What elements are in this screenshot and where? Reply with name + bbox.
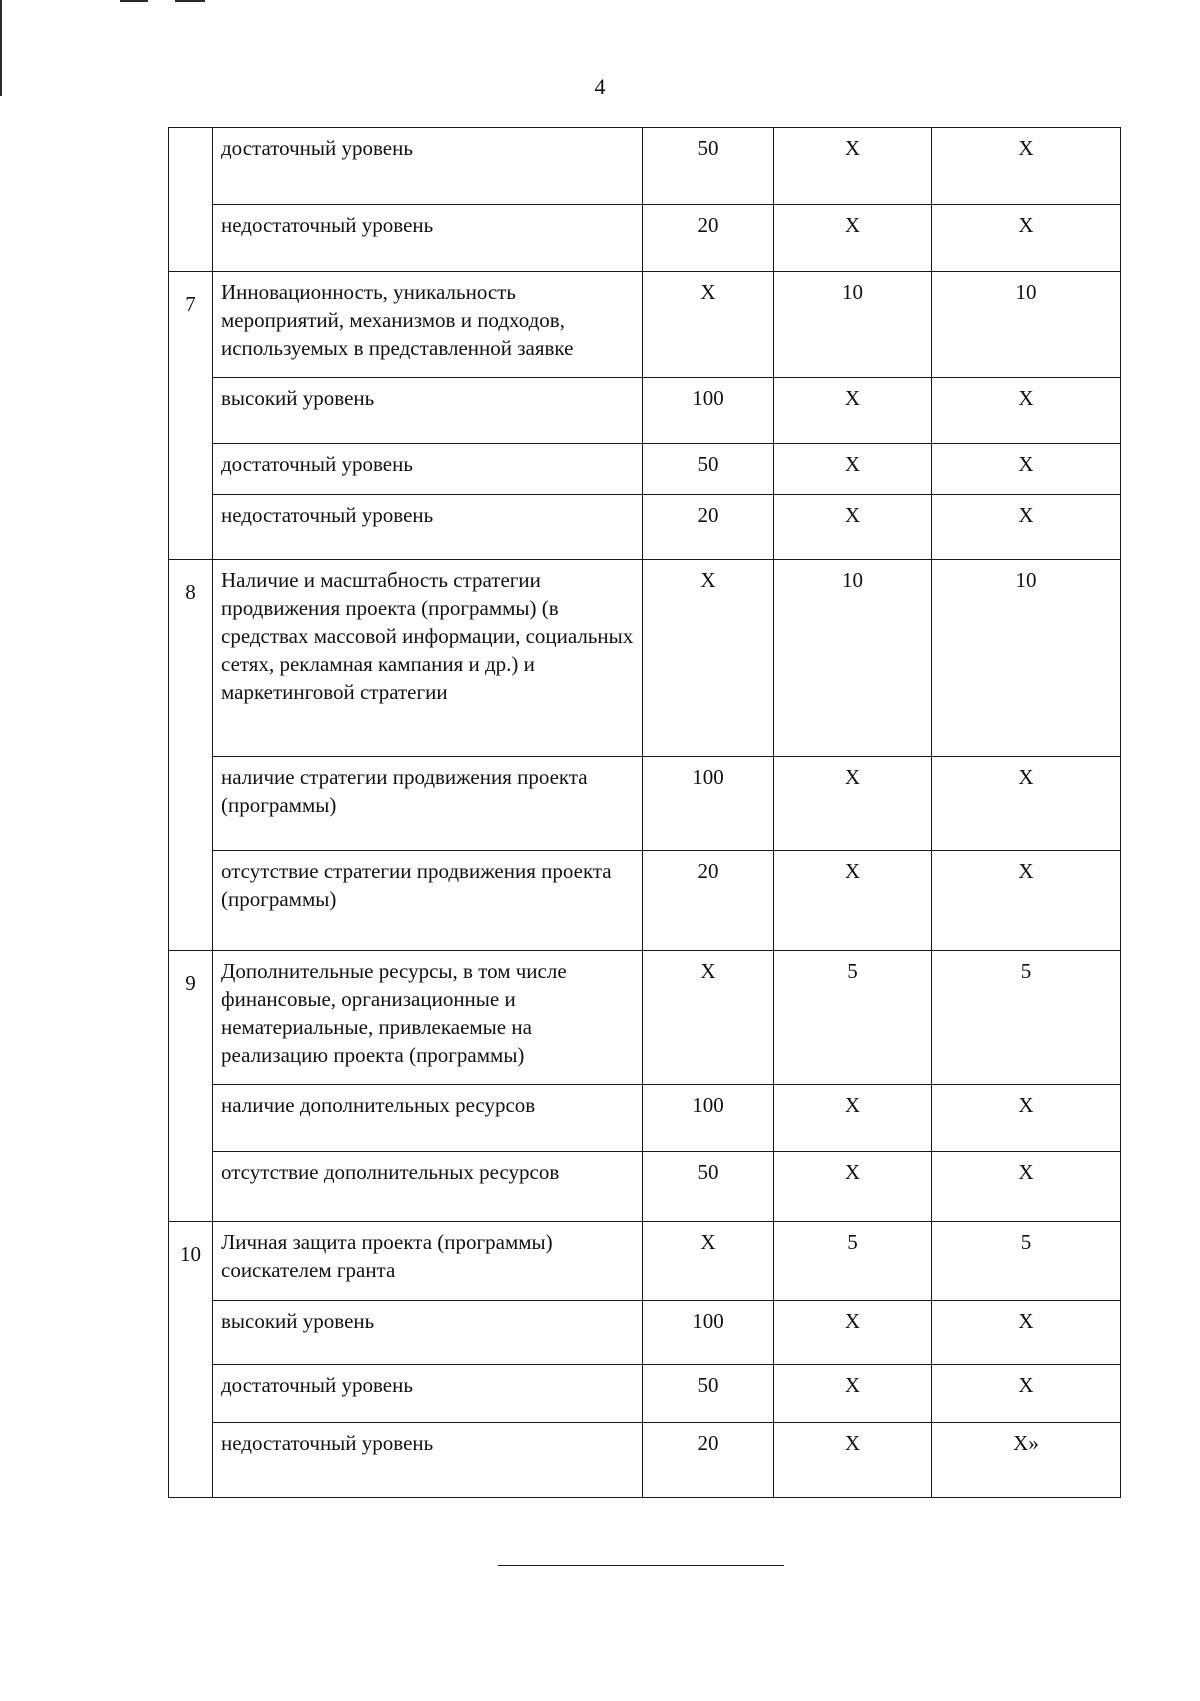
table-row	[169, 951, 1121, 1085]
criterion-text: отсутствие стратегии продвижения проекта (программы)	[213, 851, 643, 951]
score-value: Х	[643, 1222, 774, 1301]
max-value: 10	[932, 560, 1121, 757]
page-number: 4	[594, 74, 606, 99]
weight-value: Х	[774, 1365, 932, 1423]
score-value: 20	[643, 1423, 774, 1498]
criterion-number: 9	[169, 951, 213, 1222]
table-row	[169, 1222, 1121, 1301]
end-of-document-rule	[498, 1565, 784, 1566]
table-row	[169, 128, 1121, 205]
criterion-text: недостаточный уровень	[213, 205, 643, 272]
score-value: 50	[643, 128, 774, 205]
score-value: 50	[643, 1152, 774, 1222]
weight-value: Х	[774, 444, 932, 495]
weight-value: Х	[774, 851, 932, 951]
weight-value: Х	[774, 495, 932, 560]
weight-value: Х	[774, 757, 932, 851]
score-value: 20	[643, 205, 774, 272]
max-value: Х	[932, 1365, 1121, 1423]
table-row	[169, 560, 1121, 757]
score-value: 100	[643, 757, 774, 851]
weight-value: Х	[774, 1085, 932, 1152]
weight-value: Х	[774, 1152, 932, 1222]
max-value: Х	[932, 128, 1121, 205]
score-value: Х	[643, 272, 774, 378]
score-value: 20	[643, 851, 774, 951]
max-value: 10	[932, 272, 1121, 378]
criteria-table	[168, 127, 1121, 1498]
criterion-text: Личная защита проекта (программы) соискателем гранта	[213, 1222, 643, 1301]
table-row	[169, 444, 1121, 495]
criterion-text: Инновационность, уникальность мероприятий, механизмов и подходов, используемых в представленной заявке	[213, 272, 643, 378]
table-row	[169, 1085, 1121, 1152]
score-value: 50	[643, 444, 774, 495]
max-value: 5	[932, 951, 1121, 1085]
score-value: Х	[643, 560, 774, 757]
score-value: 20	[643, 495, 774, 560]
table-row	[169, 272, 1121, 378]
table-row	[169, 1301, 1121, 1365]
weight-value: 10	[774, 560, 932, 757]
criterion-text: Наличие и масштабность стратегии продвижения проекта (программы) (в средствах массовой информации, социальных сетях, рекламная кампания и др.) и маркетинговой стратегии	[213, 560, 643, 757]
weight-value: Х	[774, 378, 932, 444]
score-value: 100	[643, 1085, 774, 1152]
table-row	[169, 1365, 1121, 1423]
score-value: 100	[643, 1301, 774, 1365]
criterion-text: отсутствие дополнительных ресурсов	[213, 1152, 643, 1222]
scan-mark-top-dash-1	[120, 0, 148, 2]
max-value: Х	[932, 205, 1121, 272]
criterion-text: недостаточный уровень	[213, 495, 643, 560]
weight-value: 10	[774, 272, 932, 378]
max-value: Х	[932, 495, 1121, 560]
max-value: Х	[932, 757, 1121, 851]
criterion-text: достаточный уровень	[213, 444, 643, 495]
max-value: Х	[932, 444, 1121, 495]
criterion-number: 7	[169, 272, 213, 560]
max-value: Х	[932, 1085, 1121, 1152]
criterion-text: достаточный уровень	[213, 128, 643, 205]
table-row	[169, 1423, 1121, 1498]
max-value: Х	[932, 1301, 1121, 1365]
weight-value: 5	[774, 951, 932, 1085]
weight-value: Х	[774, 205, 932, 272]
weight-value: Х	[774, 1301, 932, 1365]
criterion-text: наличие дополнительных ресурсов	[213, 1085, 643, 1152]
table-row	[169, 1152, 1121, 1222]
criterion-text: высокий уровень	[213, 1301, 643, 1365]
table-row	[169, 205, 1121, 272]
criterion-text: наличие стратегии продвижения проекта (программы)	[213, 757, 643, 851]
max-value: 5	[932, 1222, 1121, 1301]
criterion-text: достаточный уровень	[213, 1365, 643, 1423]
table-row	[169, 378, 1121, 444]
criterion-number: 10	[169, 1222, 213, 1498]
max-value: Х	[932, 1152, 1121, 1222]
weight-value: Х	[774, 1423, 932, 1498]
table-row	[169, 851, 1121, 951]
criterion-number	[169, 128, 213, 272]
weight-value: 5	[774, 1222, 932, 1301]
max-value: Х	[932, 378, 1121, 444]
score-value: Х	[643, 951, 774, 1085]
table-row	[169, 757, 1121, 851]
weight-value: Х	[774, 128, 932, 205]
criterion-text: Дополнительные ресурсы, в том числе финансовые, организационные и нематериальные, привлекаемые на реализацию проекта (программы)	[213, 951, 643, 1085]
score-value: 50	[643, 1365, 774, 1423]
criterion-number: 8	[169, 560, 213, 951]
score-value: 100	[643, 378, 774, 444]
table-row	[169, 495, 1121, 560]
max-value: Х	[932, 851, 1121, 951]
max-value: Х»	[932, 1423, 1121, 1498]
scan-mark-top-dash-2	[175, 0, 205, 2]
criterion-text: высокий уровень	[213, 378, 643, 444]
criterion-text: недостаточный уровень	[213, 1423, 643, 1498]
